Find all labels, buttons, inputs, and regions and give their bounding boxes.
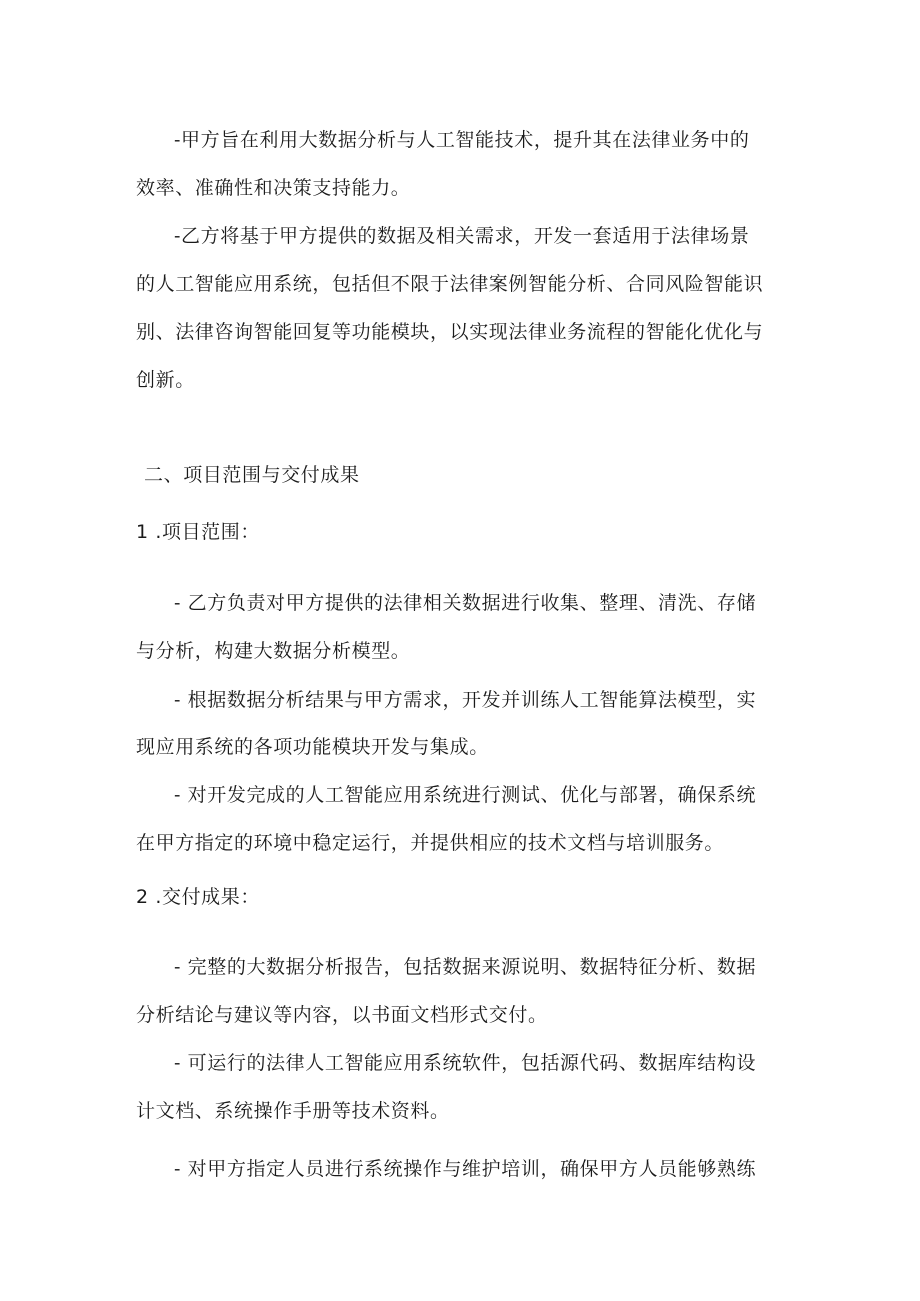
scope-item-line: 在甲方指定的环境中稳定运行，并提供相应的技术文档与培训服务。	[136, 832, 725, 854]
section-heading: 二、项目范围与交付成果	[144, 464, 360, 486]
paragraph-line: -乙方将基于甲方提供的数据及相关需求，开发一套适用于法律场景	[174, 225, 750, 247]
paragraph-line: 创新。	[136, 369, 195, 391]
scope-label: 1 .项目范围：	[136, 521, 260, 543]
paragraph-line: -甲方旨在利用大数据分析与人工智能技术，提升其在法律业务中的	[174, 129, 750, 151]
paragraph-line: 效率、准确性和决策支持能力。	[136, 177, 411, 199]
scope-item-line: - 乙方负责对甲方提供的法律相关数据进行收集、整理、清洗、存储	[174, 592, 757, 614]
deliverable-item-line: - 完整的大数据分析报告，包括数据来源说明、数据特征分析、数据	[174, 956, 757, 978]
paragraph-line: 的人工智能应用系统，包括但不限于法律案例智能分析、合同风险智能识	[136, 273, 764, 295]
deliverables-label: 2 .交付成果：	[136, 886, 260, 908]
scope-item-line: - 对开发完成的人工智能应用系统进行测试、优化与部署，确保系统	[174, 784, 757, 806]
scope-item-line: 现应用系统的各项功能模块开发与集成。	[136, 736, 489, 758]
deliverable-item-line: 分析结论与建议等内容，以书面文档形式交付。	[136, 1004, 548, 1026]
scope-item-line: - 根据数据分析结果与甲方需求，开发并训练人工智能算法模型，实	[174, 689, 757, 711]
deliverable-item-line: - 对甲方指定人员进行系统操作与维护培训，确保甲方人员能够熟练	[174, 1158, 757, 1180]
deliverable-item-line: - 可运行的法律人工智能应用系统软件，包括源代码、数据库结构设	[174, 1052, 757, 1074]
scope-item-line: 与分析，构建大数据分析模型。	[136, 640, 411, 662]
deliverable-item-line: 计文档、系统操作手册等技术资料。	[136, 1100, 450, 1122]
paragraph-line: 别、法律咨询智能回复等功能模块，以实现法律业务流程的智能化优化与	[136, 321, 764, 343]
